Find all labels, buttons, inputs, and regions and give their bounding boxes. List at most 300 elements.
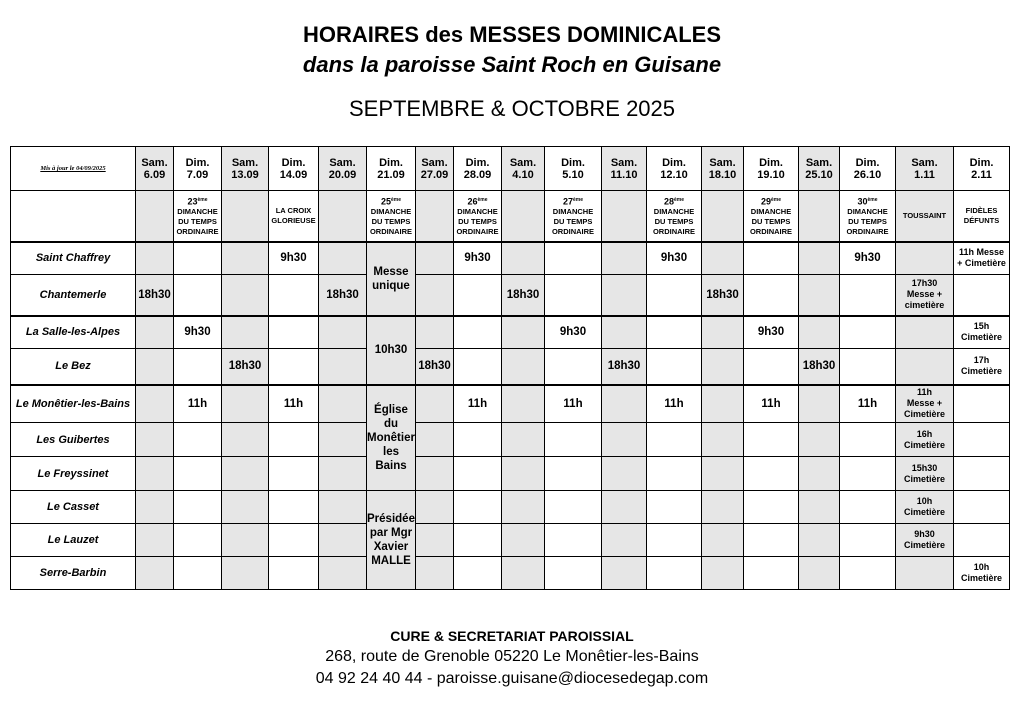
cell-text: les bbox=[383, 445, 399, 458]
time-cell bbox=[896, 491, 954, 524]
date-header bbox=[502, 147, 545, 191]
time-cell bbox=[799, 491, 840, 524]
cell-text: FIDÈLES bbox=[965, 205, 998, 215]
time-cell bbox=[502, 557, 545, 590]
time-cell bbox=[454, 491, 502, 524]
cell-text: Messe + bbox=[906, 289, 943, 300]
time-cell bbox=[840, 349, 896, 385]
cell-text: LA CROIX bbox=[275, 205, 312, 215]
time-cell bbox=[799, 423, 840, 457]
time-cell bbox=[222, 316, 269, 349]
date-header bbox=[454, 147, 502, 191]
feast-cell bbox=[744, 191, 799, 242]
time-cell: 9h30 bbox=[454, 242, 502, 275]
date-header bbox=[367, 147, 416, 191]
footer-contact: 04 92 24 40 44 - paroisse.guisane@diocesedegap.com bbox=[315, 670, 709, 687]
cell-text: DU TEMPS bbox=[553, 217, 593, 226]
time-cell bbox=[954, 457, 1010, 491]
feast-cell bbox=[702, 191, 744, 242]
cell-text: 4.10 bbox=[512, 168, 534, 181]
cell-text: 15h bbox=[973, 321, 990, 332]
feast-number: 25 bbox=[380, 196, 391, 206]
feast-cell bbox=[545, 191, 602, 242]
time-cell bbox=[744, 275, 799, 316]
cell-text: Messe bbox=[373, 265, 409, 278]
time-cell bbox=[840, 557, 896, 590]
time-cell bbox=[647, 457, 702, 491]
date-header bbox=[174, 147, 222, 191]
feast-cell bbox=[647, 191, 702, 242]
feast-cell: TOUSSAINT bbox=[896, 191, 954, 242]
time-cell bbox=[136, 423, 174, 457]
feast-label-empty bbox=[11, 191, 136, 242]
date-header bbox=[416, 147, 454, 191]
time-cell bbox=[647, 423, 702, 457]
time-cell: 9h30 bbox=[744, 316, 799, 349]
time-cell bbox=[502, 423, 545, 457]
time-cell bbox=[647, 557, 702, 590]
time-cell bbox=[454, 423, 502, 457]
time-cell bbox=[269, 349, 319, 385]
time-cell bbox=[269, 524, 319, 557]
time-cell bbox=[840, 491, 896, 524]
date-header bbox=[269, 147, 319, 191]
cell-text: DU TEMPS bbox=[458, 217, 497, 226]
cell-text: Cimetière bbox=[960, 573, 1003, 583]
updated-note: Mis à jour le 04/09/2025 bbox=[11, 147, 136, 191]
time-cell bbox=[502, 457, 545, 491]
cell-text: 10h bbox=[973, 562, 990, 572]
time-cell bbox=[602, 316, 647, 349]
cell-text: 1.11 bbox=[914, 168, 935, 181]
time-cell bbox=[319, 385, 367, 423]
period-title: SEPTEMBRE & OCTOBRE 2025 bbox=[348, 96, 676, 121]
time-cell bbox=[269, 275, 319, 316]
time-cell bbox=[744, 457, 799, 491]
mass-schedule-table bbox=[10, 146, 1010, 590]
time-cell bbox=[416, 242, 454, 275]
feast-suffix: ème bbox=[197, 196, 208, 203]
cell-text: Dim. bbox=[662, 156, 686, 169]
cell-text: DIMANCHE bbox=[370, 207, 412, 216]
time-cell bbox=[896, 242, 954, 275]
time-cell bbox=[136, 349, 174, 385]
footer-address: 268, route de Grenoble 05220 Le Monêtier-les-Bains bbox=[325, 648, 699, 665]
time-cell bbox=[222, 491, 269, 524]
time-cell: 11h bbox=[545, 385, 602, 423]
cell-text: DÉFUNTS bbox=[963, 215, 1000, 225]
time-cell bbox=[545, 457, 602, 491]
cell-text: Cimetière bbox=[903, 507, 946, 517]
feast-suffix: ème bbox=[771, 196, 782, 203]
feast-cell bbox=[840, 191, 896, 242]
time-cell bbox=[319, 524, 367, 557]
cell-text: GLORIEUSE bbox=[271, 215, 316, 225]
time-cell bbox=[454, 349, 502, 385]
time-cell bbox=[840, 524, 896, 557]
time-cell bbox=[319, 557, 367, 590]
time-cell bbox=[840, 275, 896, 316]
cell-text: Dim. bbox=[969, 156, 994, 169]
feast-cell bbox=[269, 191, 319, 242]
cell-text: Sam. bbox=[421, 156, 448, 169]
date-header bbox=[545, 147, 602, 191]
time-cell bbox=[702, 316, 744, 349]
time-cell bbox=[840, 457, 896, 491]
cell-text: 20.09 bbox=[328, 168, 357, 181]
time-cell bbox=[454, 275, 502, 316]
time-cell bbox=[319, 491, 367, 524]
date-header bbox=[744, 147, 799, 191]
time-cell bbox=[896, 385, 954, 423]
merged-cathedral-cell bbox=[367, 491, 416, 590]
cell-text: du bbox=[383, 417, 399, 430]
cell-text: DIMANCHE bbox=[750, 207, 792, 216]
time-cell bbox=[319, 423, 367, 457]
cell-text: Bains bbox=[375, 459, 407, 472]
time-cell bbox=[702, 423, 744, 457]
cell-text: 19.10 bbox=[757, 168, 785, 181]
time-cell bbox=[954, 275, 1010, 316]
cell-text: Sam. bbox=[805, 156, 833, 169]
time-cell bbox=[136, 385, 174, 423]
merged-cathedral-cell bbox=[367, 385, 416, 491]
time-cell bbox=[744, 491, 799, 524]
cell-text: 26.10 bbox=[853, 168, 882, 181]
time-cell bbox=[545, 557, 602, 590]
place-label: Le Freyssinet bbox=[11, 457, 136, 491]
time-cell bbox=[136, 457, 174, 491]
time-cell bbox=[954, 423, 1010, 457]
time-cell bbox=[416, 423, 454, 457]
time-cell bbox=[454, 524, 502, 557]
time-cell bbox=[222, 385, 269, 423]
time-cell bbox=[545, 491, 602, 524]
time-cell: 18h30 bbox=[416, 349, 454, 385]
time-cell: 9h30 bbox=[269, 242, 319, 275]
cell-text: ORDINAIRE bbox=[551, 227, 595, 236]
date-header bbox=[840, 147, 896, 191]
place-label: Serre-Barbin bbox=[11, 557, 136, 590]
cell-text: Dim. bbox=[379, 156, 403, 169]
feast-number: 28 bbox=[663, 196, 674, 206]
time-cell bbox=[744, 557, 799, 590]
time-cell bbox=[602, 457, 647, 491]
cell-text: DU TEMPS bbox=[848, 217, 887, 226]
cell-text: Cimetière bbox=[903, 540, 946, 550]
cell-text: 21.09 bbox=[377, 168, 405, 181]
feast-number: 23 bbox=[187, 196, 198, 206]
time-cell bbox=[136, 242, 174, 275]
cell-text: 17h30 bbox=[911, 278, 938, 289]
time-cell: 18h30 bbox=[702, 275, 744, 316]
time-cell bbox=[319, 242, 367, 275]
place-label: Le Monêtier-les-Bains bbox=[11, 385, 136, 423]
time-cell bbox=[416, 491, 454, 524]
time-cell bbox=[416, 385, 454, 423]
time-cell bbox=[896, 524, 954, 557]
cell-text: 11h bbox=[916, 387, 932, 398]
cell-text: 2.11 bbox=[971, 168, 992, 181]
time-cell bbox=[416, 557, 454, 590]
time-cell bbox=[222, 524, 269, 557]
cell-text: 25.10 bbox=[805, 168, 833, 181]
time-cell bbox=[647, 349, 702, 385]
time-cell bbox=[174, 491, 222, 524]
time-cell bbox=[954, 316, 1010, 349]
cell-text: 11h Messe bbox=[958, 247, 1005, 258]
time-cell bbox=[319, 316, 367, 349]
cell-text: Sam. bbox=[509, 156, 537, 169]
date-header bbox=[799, 147, 840, 191]
feast-number: 29 bbox=[760, 196, 771, 206]
time-cell bbox=[602, 557, 647, 590]
cell-text: Dim. bbox=[561, 156, 585, 169]
time-cell: 11h bbox=[174, 385, 222, 423]
cell-text: 16h bbox=[916, 428, 933, 439]
time-cell: 11h bbox=[269, 385, 319, 423]
time-cell bbox=[269, 316, 319, 349]
cell-text: Dim. bbox=[185, 156, 210, 169]
cell-text: Cimetière bbox=[903, 409, 946, 420]
cell-text: 7.09 bbox=[186, 168, 209, 181]
time-cell bbox=[416, 316, 454, 349]
cell-text: Cimetière bbox=[903, 473, 946, 484]
cell-text: ORDINAIRE bbox=[749, 227, 793, 236]
cell-text: Cimetière bbox=[960, 366, 1003, 377]
cell-text: 18.10 bbox=[708, 168, 737, 181]
place-label: Le Bez bbox=[11, 349, 136, 385]
time-cell bbox=[454, 316, 502, 349]
time-cell bbox=[602, 242, 647, 275]
time-cell bbox=[702, 349, 744, 385]
feast-number: 26 bbox=[467, 196, 478, 206]
cell-text: Dim. bbox=[465, 156, 490, 169]
time-cell bbox=[136, 491, 174, 524]
time-cell bbox=[744, 423, 799, 457]
date-header bbox=[647, 147, 702, 191]
time-cell bbox=[602, 491, 647, 524]
time-cell: 11h bbox=[744, 385, 799, 423]
place-label: Les Guibertes bbox=[11, 423, 136, 457]
time-cell bbox=[647, 275, 702, 316]
time-cell: 9h30 bbox=[840, 242, 896, 275]
merged-cathedral-cell bbox=[367, 242, 416, 316]
cell-text: Église bbox=[374, 403, 408, 416]
cell-text: Dim. bbox=[281, 156, 306, 169]
feast-cell bbox=[319, 191, 367, 242]
cell-text: Sam. bbox=[329, 156, 356, 169]
feast-suffix: ème bbox=[867, 196, 878, 203]
cell-text: 5.10 bbox=[562, 168, 584, 181]
time-cell bbox=[222, 275, 269, 316]
cell-text: 6.09 bbox=[143, 168, 166, 181]
time-cell bbox=[269, 457, 319, 491]
time-cell bbox=[702, 491, 744, 524]
time-cell: 11h bbox=[647, 385, 702, 423]
cell-text: Cimetière bbox=[960, 332, 1003, 343]
cell-text: Dim. bbox=[855, 156, 880, 169]
cell-text: Dim. bbox=[759, 156, 783, 169]
date-header bbox=[954, 147, 1010, 191]
time-cell bbox=[269, 557, 319, 590]
time-cell bbox=[799, 275, 840, 316]
time-cell bbox=[602, 275, 647, 316]
cell-text: Cimetière bbox=[903, 439, 946, 450]
time-cell bbox=[222, 557, 269, 590]
time-cell bbox=[799, 242, 840, 275]
time-cell bbox=[954, 349, 1010, 385]
time-cell bbox=[502, 242, 545, 275]
cell-text: ORDINAIRE bbox=[176, 227, 219, 236]
feast-suffix: ème bbox=[674, 196, 685, 203]
time-cell bbox=[136, 557, 174, 590]
cell-text: Sam. bbox=[610, 156, 638, 169]
time-cell bbox=[502, 524, 545, 557]
footer-org: CURE & SECRETARIAT PAROISSIAL bbox=[390, 628, 634, 644]
time-cell bbox=[136, 316, 174, 349]
time-cell bbox=[222, 242, 269, 275]
cell-text: Xavier bbox=[373, 541, 409, 553]
page-title: HORAIRES des MESSES DOMINICALES bbox=[302, 22, 722, 47]
time-cell bbox=[702, 385, 744, 423]
time-cell bbox=[222, 457, 269, 491]
time-cell bbox=[840, 316, 896, 349]
cell-text: DU TEMPS bbox=[654, 217, 694, 226]
time-cell bbox=[269, 423, 319, 457]
feast-cell bbox=[222, 191, 269, 242]
time-cell bbox=[702, 457, 744, 491]
cell-text: ORDINAIRE bbox=[369, 227, 413, 236]
time-cell bbox=[454, 557, 502, 590]
time-cell bbox=[744, 349, 799, 385]
feast-suffix: ème bbox=[573, 196, 584, 203]
cell-text: par Mgr bbox=[369, 527, 413, 539]
time-cell bbox=[174, 423, 222, 457]
cell-text: DU TEMPS bbox=[178, 217, 217, 226]
time-cell bbox=[896, 316, 954, 349]
time-cell bbox=[545, 524, 602, 557]
time-cell: 9h30 bbox=[545, 316, 602, 349]
time-cell: 9h30 bbox=[647, 242, 702, 275]
cell-text: DIMANCHE bbox=[847, 207, 888, 216]
feast-cell bbox=[502, 191, 545, 242]
time-cell bbox=[174, 242, 222, 275]
cell-text: MALLE bbox=[371, 555, 411, 567]
feast-cell bbox=[602, 191, 647, 242]
time-cell bbox=[174, 557, 222, 590]
time-cell bbox=[702, 557, 744, 590]
time-cell bbox=[702, 242, 744, 275]
feast-cell bbox=[954, 191, 1010, 242]
date-header bbox=[896, 147, 954, 191]
place-label: Saint Chaffrey bbox=[11, 242, 136, 275]
feast-cell bbox=[454, 191, 502, 242]
time-cell bbox=[502, 316, 545, 349]
cell-text: 12.10 bbox=[660, 168, 688, 181]
cell-text: ORDINAIRE bbox=[456, 227, 499, 236]
cell-text: DIMANCHE bbox=[177, 207, 218, 216]
time-cell bbox=[416, 457, 454, 491]
time-cell bbox=[954, 385, 1010, 423]
time-cell bbox=[799, 457, 840, 491]
time-cell bbox=[896, 557, 954, 590]
cell-text: 14.09 bbox=[279, 168, 308, 181]
place-label: La Salle-les-Alpes bbox=[11, 316, 136, 349]
date-header bbox=[222, 147, 269, 191]
time-cell bbox=[502, 385, 545, 423]
time-cell bbox=[222, 423, 269, 457]
time-cell: 18h30 bbox=[799, 349, 840, 385]
time-cell bbox=[647, 316, 702, 349]
cell-text: DIMANCHE bbox=[457, 207, 498, 216]
time-cell bbox=[545, 349, 602, 385]
time-cell bbox=[319, 349, 367, 385]
time-cell bbox=[319, 457, 367, 491]
cell-text: Sam. bbox=[231, 156, 259, 169]
place-label: Le Casset bbox=[11, 491, 136, 524]
time-cell bbox=[174, 524, 222, 557]
cell-text: 28.09 bbox=[463, 168, 492, 181]
time-cell bbox=[454, 457, 502, 491]
feast-cell bbox=[799, 191, 840, 242]
date-header bbox=[319, 147, 367, 191]
cell-text: cimetière bbox=[904, 300, 945, 311]
place-label: Le Lauzet bbox=[11, 524, 136, 557]
cell-text: 15h30 bbox=[911, 462, 938, 473]
time-cell bbox=[416, 524, 454, 557]
time-cell bbox=[174, 457, 222, 491]
cell-text: Monêtier bbox=[367, 431, 415, 444]
time-cell bbox=[136, 524, 174, 557]
cell-text: unique bbox=[372, 279, 410, 292]
feast-cell bbox=[367, 191, 416, 242]
cell-text: 11.10 bbox=[610, 168, 638, 181]
time-cell bbox=[269, 491, 319, 524]
time-cell bbox=[744, 524, 799, 557]
time-cell bbox=[502, 349, 545, 385]
time-cell bbox=[799, 524, 840, 557]
time-cell: 9h30 bbox=[174, 316, 222, 349]
page-subtitle: dans la paroisse Saint Roch en Guisane bbox=[302, 52, 722, 77]
time-cell bbox=[954, 242, 1010, 275]
cell-text: DIMANCHE bbox=[552, 207, 594, 216]
time-cell bbox=[799, 557, 840, 590]
cell-text: 9h30 bbox=[914, 529, 935, 539]
time-cell bbox=[896, 423, 954, 457]
cell-text: Sam. bbox=[709, 156, 736, 169]
time-cell bbox=[954, 491, 1010, 524]
cell-text: Sam. bbox=[141, 156, 168, 169]
cell-text: + Cimetière bbox=[957, 258, 1006, 269]
feast-number: 27 bbox=[562, 196, 573, 206]
feast-suffix: ème bbox=[477, 196, 488, 203]
cell-text: DIMANCHE bbox=[653, 207, 695, 216]
time-cell bbox=[174, 275, 222, 316]
cell-text: Présidée bbox=[367, 513, 415, 525]
feast-number: 30 bbox=[857, 196, 868, 206]
feast-cell bbox=[416, 191, 454, 242]
time-cell: 18h30 bbox=[319, 275, 367, 316]
time-cell bbox=[840, 423, 896, 457]
time-cell bbox=[896, 275, 954, 316]
feast-suffix: ème bbox=[391, 196, 402, 203]
time-cell: 18h30 bbox=[136, 275, 174, 316]
cell-text: DU TEMPS bbox=[371, 217, 411, 226]
cell-text: 17h bbox=[973, 355, 990, 366]
cell-text: ORDINAIRE bbox=[846, 227, 889, 236]
place-label: Chantemerle bbox=[11, 275, 136, 316]
